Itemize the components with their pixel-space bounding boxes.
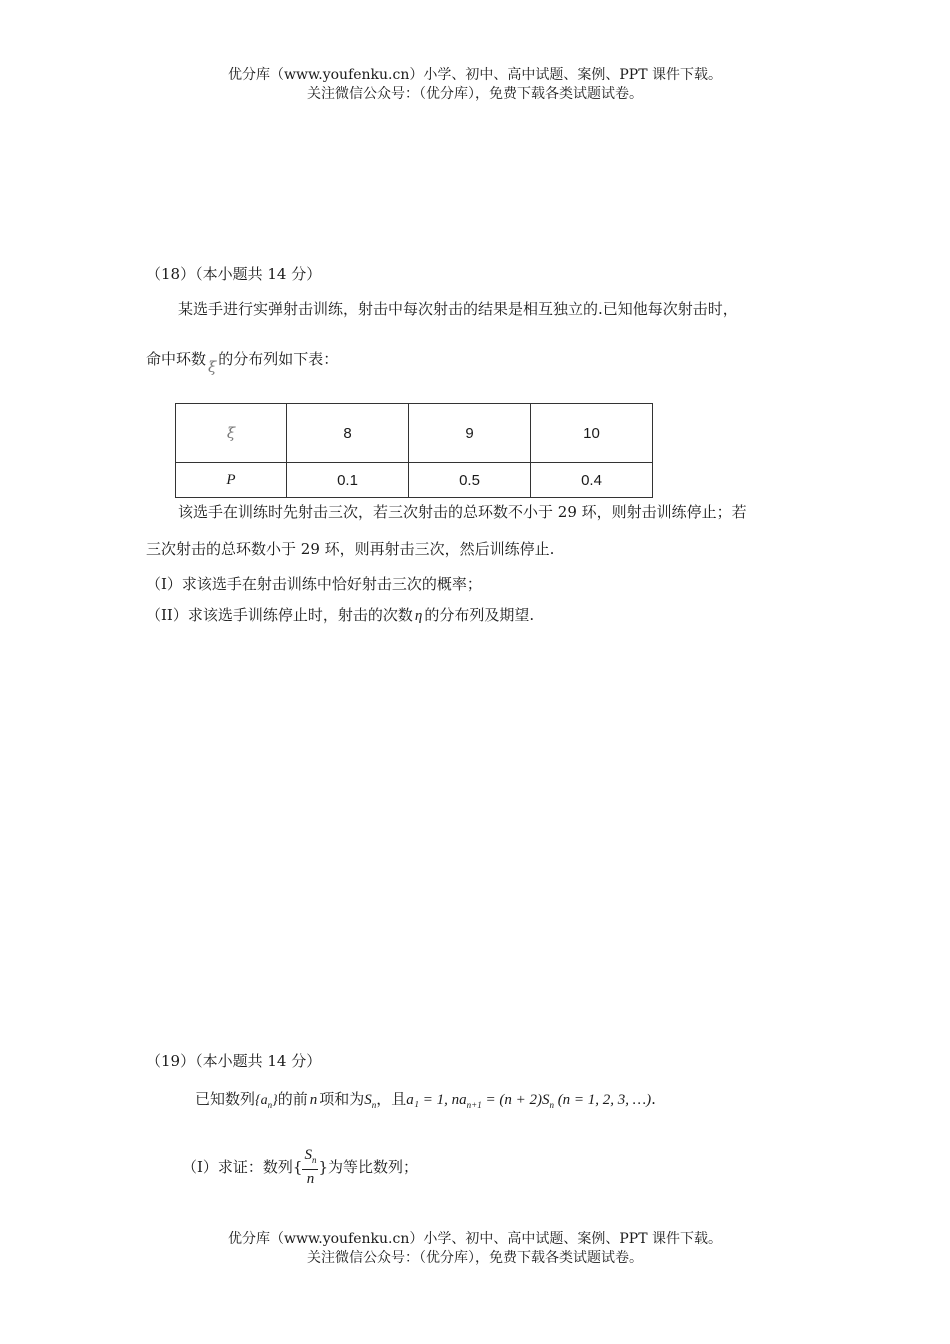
q19-statement [195, 1089, 656, 1115]
q18-part2-text-b: 的分布列及期望. [424, 606, 535, 624]
q19-title: （19）（本小题共 14 分） [146, 1052, 322, 1070]
q18-part2-text-a: （II）求该选手训练停止时，射击的次数 [146, 606, 413, 624]
table-row-probabilities [176, 463, 653, 498]
header-line-1: 优分库（www.youfenku.cn）小学、初中、高中试题、案例、PPT 课件下载。 [227, 67, 722, 83]
q19-text-c: 项和为 [319, 1090, 365, 1108]
table-cell: 0.4 [531, 463, 653, 498]
table-head-cell: 9 [409, 404, 531, 463]
header-line-2: 关注微信公众号：（优分库），免费下载各类试题试卷。 [307, 86, 643, 102]
sequence-symbol: $\{a_n\}$ [255, 1093, 278, 1110]
q18-paragraph-4: 三次射击的总环数小于 29 环，则再射击三次，然后训练停止. [146, 540, 555, 558]
table-row-label-p: P [176, 463, 287, 498]
table-head-cell: 10 [531, 404, 653, 463]
q18-para2-text-b: 的分布列如下表： [218, 350, 339, 368]
table-cell: 0.1 [287, 463, 409, 498]
q18-para2-text-a: 命中环数 [146, 350, 207, 368]
q19-part-1 [182, 1146, 418, 1188]
q19-text-a: 已知数列 [195, 1090, 256, 1108]
q19-text-d: ，且 [376, 1090, 407, 1108]
n-symbol: n [309, 1092, 318, 1108]
q19-period: . [651, 1090, 656, 1108]
sum-symbol: $S_n$ [364, 1092, 377, 1110]
distribution-table [175, 403, 653, 498]
fraction-sn-over-n: $\frac{S_n}{n}$ [304, 1147, 317, 1187]
footer-line-1: 优分库（www.youfenku.cn）小学、初中、高中试题、案例、PPT 课件下载。 [227, 1231, 722, 1247]
q19-part1-text-b: }为等比数列； [318, 1158, 419, 1176]
table-cell: 0.5 [409, 463, 531, 498]
q18-paragraph-3: 该选手在训练时先射击三次，若三次射击的总环数不小于 29 环，则射击训练停止；若 [178, 503, 747, 521]
q19-part1-text-a: （I）求证：数列{ [182, 1158, 303, 1176]
table-head-xi: ξ [176, 404, 287, 463]
recurrence-formula: a₁ = 1, $na_{n+1} = (n + 2)S_n$ (n = 1, 2, 3, …) [406, 1092, 652, 1110]
q18-paragraph-1: 某选手进行实弹射击训练，射击中每次射击的结果是相互独立的.已知他每次射击时， [178, 300, 738, 318]
xi-symbol: ξ [208, 358, 217, 376]
q18-title: （18）（本小题共 14 分） [146, 265, 322, 283]
q18-paragraph-2 [146, 349, 339, 376]
table-row-values [176, 404, 653, 463]
table-head-cell: 8 [287, 404, 409, 463]
q18-part-2 [146, 605, 534, 626]
q19-text-b: 的前 [277, 1090, 308, 1108]
footer-line-2: 关注微信公众号：（优分库），免费下载各类试题试卷。 [307, 1250, 643, 1266]
q18-part-1: （I）求该选手在射击训练中恰好射击三次的概率； [146, 575, 482, 593]
eta-symbol: η [414, 608, 423, 624]
